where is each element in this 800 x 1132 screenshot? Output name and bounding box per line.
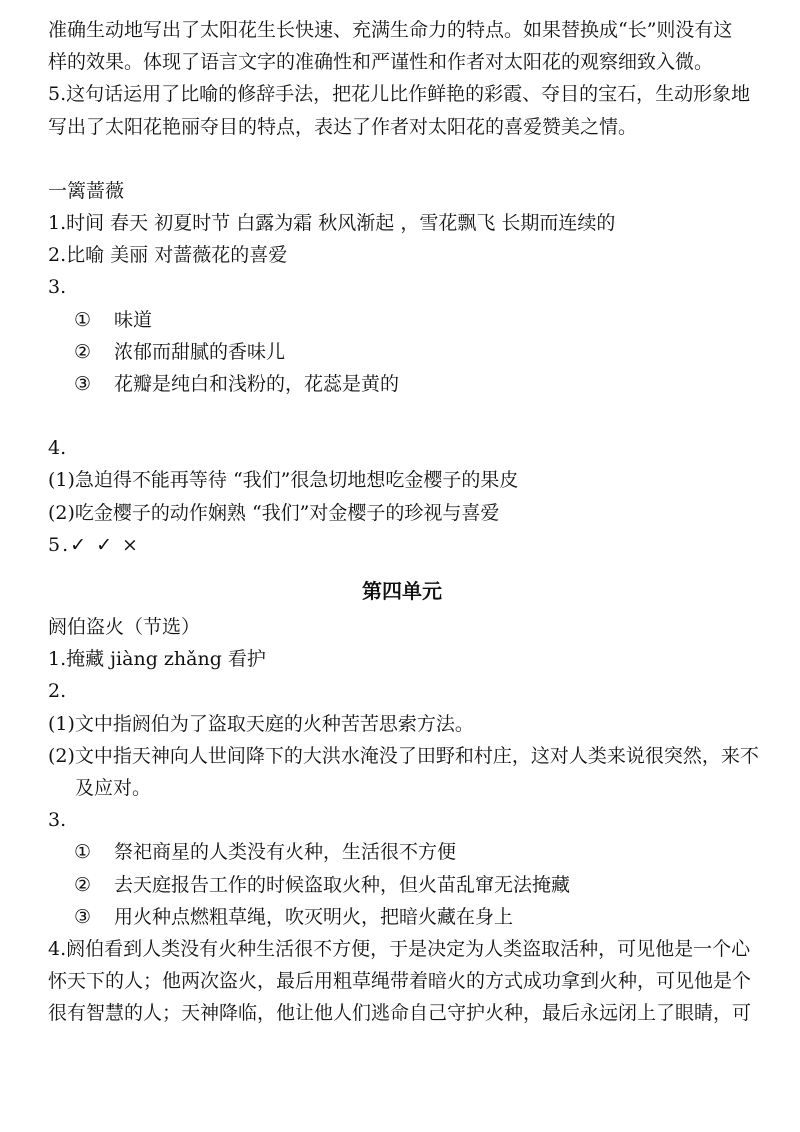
unit-heading: 第四单元: [362, 579, 442, 604]
list-text: 浓郁而甜腻的香味儿: [114, 340, 286, 363]
text-line: 样的效果。体现了语言文字的准确性和严谨性和作者对太阳花的观察细致入微。: [48, 51, 714, 74]
question-label: 2.: [48, 680, 67, 703]
rose-section: [48, 175, 756, 561]
section-title: 一篱蔷薇: [48, 179, 125, 202]
list-text: 花瓣是纯白和浅粉的，花蕊是黄的: [114, 373, 400, 396]
answer-line: 1.掩藏 jiàng zhǎng 看护: [48, 648, 266, 671]
question-label: 3.: [48, 809, 67, 832]
list-number: ①: [74, 308, 92, 331]
spacer: [48, 143, 756, 175]
unit-four-section: [48, 611, 759, 1030]
list-text: 祭祀商星的人类没有火种，生活很不方便: [114, 841, 457, 864]
list-item: [48, 869, 756, 901]
list-number: ②: [74, 873, 92, 896]
list-text: 去天庭报告工作的时候盗取火种，但火苗乱窜无法掩藏: [114, 873, 571, 896]
top-answer-block: [48, 14, 756, 143]
list-number: ③: [74, 905, 92, 928]
list-item: [48, 304, 756, 336]
answer-line: 5.✓ ✓ ×: [48, 533, 140, 556]
list-text: 用火种点燃粗草绳，吹灭明火，把暗火藏在身上: [114, 905, 514, 928]
answer-line: 1.时间 春天 初夏时节 白露为霜 秋风渐起 ，雪花飘飞 长期而连续的: [48, 212, 616, 235]
list-number: ①: [74, 841, 92, 864]
answer-line: 4.阏伯看到人类没有火种生活很不方便，于是决定为人类盗取活种，可见他是一个心: [48, 938, 751, 961]
section-title: 阏伯盗火（节选）: [48, 616, 201, 639]
list-item: [48, 368, 756, 400]
text-line: 5.这句话运用了比喻的修辞手法，把花儿比作鲜艳的彩霞、夺目的宝石，生动形象地: [48, 83, 751, 106]
question-label: 4.: [48, 437, 67, 460]
answer-line: 及应对。: [75, 777, 152, 800]
answer-line: (1)急迫得不能再等待 “我们”很急切地想吃金樱子的果皮: [48, 469, 519, 492]
answer-line: (2)文中指天神向人世间降下的大洪水淹没了田野和村庄，这对人类来说很突然，来不: [48, 744, 759, 767]
text-line: 准确生动地写出了太阳花生长快速、充满生命力的特点。如果替换成“长”则没有这: [48, 19, 733, 41]
answer-line: 2.比喻 美丽 对蔷薇花的喜爱: [48, 244, 288, 267]
list-number: ②: [74, 340, 92, 363]
answer-line: (2)吃金樱子的动作娴熟 “我们”对金樱子的珍视与喜爱: [48, 501, 500, 524]
spacer: [48, 400, 756, 432]
question-label: 3.: [48, 276, 67, 299]
text-line: 写出了太阳花艳丽夺目的特点，表达了作者对太阳花的喜爱赞美之情。: [48, 115, 638, 138]
list-item: [48, 901, 756, 933]
answer-line: (1)文中指阏伯为了盗取天庭的火种苦苦思索方法。: [48, 712, 474, 735]
answer-line: 很有智慧的人；天神降临，他让他人们逃命自己守护火种，最后永远闭上了眼睛，可: [48, 1002, 752, 1025]
list-text: 味道: [114, 308, 153, 331]
list-item: [48, 836, 756, 868]
list-number: ③: [74, 373, 92, 396]
answer-line: 怀天下的人；他两次盗火，最后用粗草绳带着暗火的方式成功拿到火种，可见他是个: [48, 970, 752, 993]
list-item: [48, 336, 756, 368]
